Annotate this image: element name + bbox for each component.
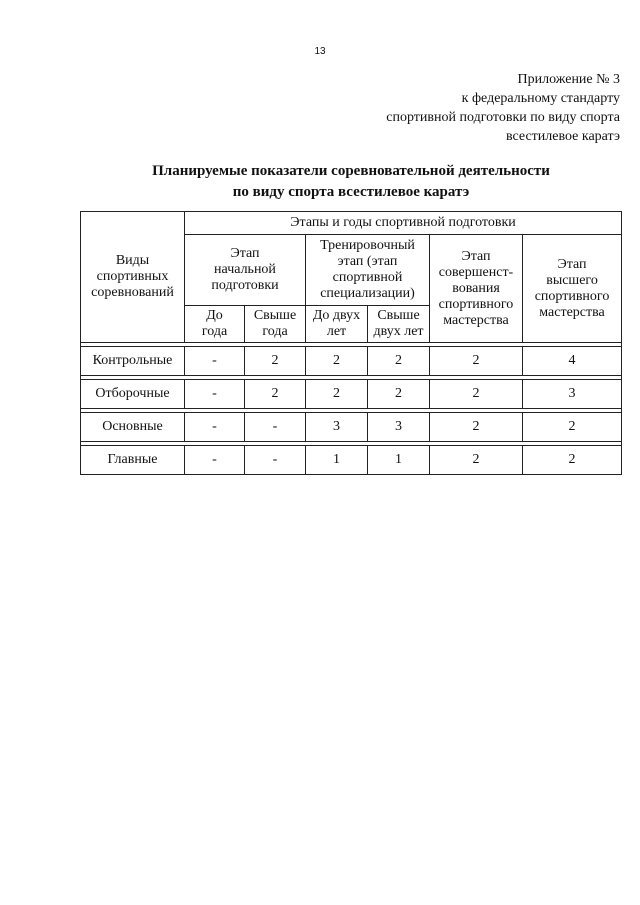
row-label: Контрольные [81,347,185,376]
table-cell: 2 [368,380,430,409]
sub-header-initial-2: Свыше года [245,306,306,343]
competition-table [80,211,622,475]
table-cell: 2 [245,347,306,376]
appendix-line: к федеральному стандарту [461,91,620,106]
table-cell: - [245,413,306,442]
appendix-block [386,70,620,146]
row-label: Отборочные [81,380,185,409]
sub-header-initial-1: До года [185,306,245,343]
table-cell: 2 [430,347,523,376]
stage-higher-header: Этап высшего спортивного мастерства [523,235,622,343]
stage-training-header: Тренировочный этап (этап спортивной специализации) [306,235,430,306]
document-title [0,161,640,203]
stub-header: Виды спортивных соревнований [81,212,185,343]
table-cell: 2 [306,380,368,409]
sub-header-training-2: Свыше двух лет [368,306,430,343]
page-number: 13 [314,46,326,57]
table-cell: 3 [306,413,368,442]
appendix-line: Приложение № 3 [517,72,620,87]
table-cell: 2 [368,347,430,376]
group-header: Этапы и годы спортивной подготовки [185,212,622,235]
stage-initial-header: Этап начальной подготовки [185,235,306,306]
table-cell: 1 [368,446,430,475]
table-cell: - [185,413,245,442]
table-row [81,347,622,376]
table-cell: - [185,446,245,475]
title-line: по виду спорта всестилевое каратэ [232,184,470,200]
table-cell: 2 [523,413,622,442]
table-row [81,446,622,475]
table-cell: 2 [430,380,523,409]
table-cell: 4 [523,347,622,376]
table-cell: 2 [430,413,523,442]
table-cell: 2 [306,347,368,376]
sub-header-training-1: До двух лет [306,306,368,343]
table-cell: 3 [523,380,622,409]
table-cell: - [185,380,245,409]
title-line: Планируемые показатели соревновательной деятельности [152,163,550,179]
stage-improvement-header: Этап совершенст- вования спортивного мастерства [430,235,523,343]
row-label: Основные [81,413,185,442]
appendix-line: спортивной подготовки по виду спорта [386,110,620,125]
table-row [81,380,622,409]
table-cell: - [245,446,306,475]
table-cell: - [185,347,245,376]
table-cell: 2 [245,380,306,409]
table-cell: 2 [523,446,622,475]
table-cell: 1 [306,446,368,475]
table-cell: 2 [430,446,523,475]
row-label: Главные [81,446,185,475]
table-cell: 3 [368,413,430,442]
appendix-line: всестилевое каратэ [505,129,620,144]
table-row [81,413,622,442]
